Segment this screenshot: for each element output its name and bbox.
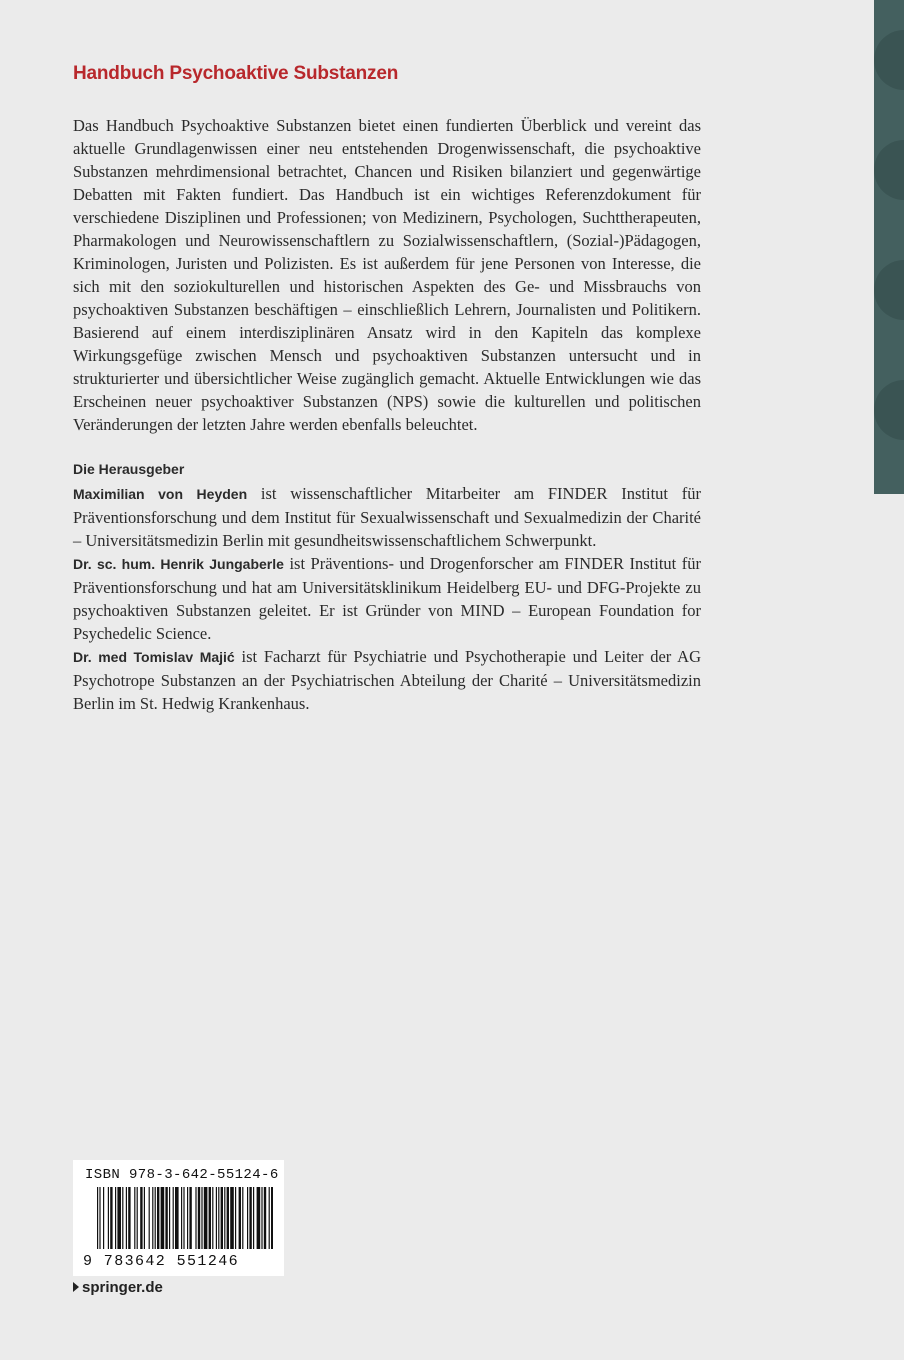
barcode-bar <box>264 1187 266 1249</box>
isbn-barcode <box>73 1160 284 1276</box>
barcode-bar <box>126 1187 127 1249</box>
spine-edge <box>874 0 904 494</box>
barcode-bar <box>253 1187 254 1249</box>
editor-name: Maximilian von Heyden <box>73 486 248 502</box>
spine-decoration <box>874 30 904 90</box>
barcode-bar <box>140 1187 142 1249</box>
barcode-bar <box>175 1187 179 1249</box>
barcode-digits: 9 783642 551246 <box>83 1253 240 1269</box>
barcode-bar <box>242 1187 243 1249</box>
barcode-bar <box>247 1187 248 1249</box>
barcode-bar <box>212 1187 213 1249</box>
spine-decoration <box>874 380 904 440</box>
barcode-bar <box>239 1187 241 1249</box>
barcode-bar <box>122 1187 123 1249</box>
editor-bio-text: ist Facharzt für Psychiatrie und Psychotherapie und Leiter der AG Psychotrope Substanzen an der Psychiatrischen Abteilung der Charité – Universitätsmedizin Berlin im St. Hedwig Krankenhaus. <box>73 647 701 713</box>
editor-bio-text: ist wissenschaftlicher Mitarbeiter am FINDER Institut für Präventionsforschung und dem Institut für Sexualwissenschaft und Sexualmedizin der Charité – Universitätsmedizin Berlin mit gesundheitswissenschaftlichem Schwerpunkt. <box>73 484 702 550</box>
barcode-bar <box>218 1187 219 1249</box>
barcode-bar <box>195 1187 196 1249</box>
isbn-label: ISBN 978-3-642-55124-6 <box>85 1167 279 1183</box>
barcode-bar <box>187 1187 188 1249</box>
publisher-link-text: springer.de <box>82 1279 163 1296</box>
barcode-bar <box>155 1187 156 1249</box>
editor-bio <box>73 482 701 552</box>
editors-heading: Die Herausgeber <box>73 461 185 477</box>
barcode-bar <box>103 1187 104 1249</box>
barcode-bar <box>108 1187 109 1249</box>
arrow-right-icon <box>73 1282 79 1292</box>
editor-bio-text: ist Präventions- und Drogenforscher am FINDER Institut für Präventionsforschung und hat am Universitätsklinikum Heidelberg EU- und DFG-Projekte zu psychoaktiven Substanzen geleitet. Er ist Gründer von MIND – European Foundation for Psychedelic Science. <box>73 554 702 643</box>
barcode-bar <box>144 1187 145 1249</box>
barcode-bar <box>230 1187 234 1249</box>
barcode-bar <box>134 1187 135 1249</box>
editor-name: Dr. med Tomislav Majić <box>73 649 235 665</box>
barcode-bar <box>128 1187 130 1249</box>
book-description: Das Handbuch Psychoaktive Substanzen bietet einen fundierten Überblick und vereint das aktuelle Grundlagenwissen einer neu entstehenden Drogenwissenschaft, die psychoaktive Substanzen mehrdimensional betrachtet, Chancen und Risiken bilanziert und gegenwärtige Debatten mit Fakten fundiert. Das Handbuch ist ein wichtiges Referenzdokument für verschiedene Disziplinen und Professionen; von Medizinern, Psychologen, Suchttherapeuten, Pharmakologen und Neurowissenschaftlern zu Sozialwissenschaftlern, (Sozial-)Pädagogen, Kriminologen, Juristen und Polizisten. Es ist außerdem für jene Personen von Interesse, die sich mit den soziokulturellen und historischen Aspekten des Ge- und Missbrauchs von psychoaktiven Substanzen beschäftigen – einschließlich Lehrern, Journalisten und Politikern. Basierend auf einem interdisziplinären Ansatz wird in den Kapiteln das komplexe Wirkungsgefüge zwischen Mensch und psychoaktiven Substanzen untersucht und in strukturierter und übersichtlicher Weise zugänglich gemacht. Aktuelle Entwicklungen wie das Erscheinen neuer psychoaktiver Substanzen (NPS) sowie die kulturellen und politischen Veränderungen der letzten Jahre werden ebenfalls beleuchtet. <box>73 116 701 434</box>
barcode-bar <box>161 1187 165 1249</box>
barcode-bar <box>235 1187 236 1249</box>
barcode-bar <box>224 1187 225 1249</box>
barcode-bar <box>201 1187 202 1249</box>
barcode-bar <box>173 1187 174 1249</box>
barcode-bar <box>169 1187 170 1249</box>
barcode-graphic <box>83 1187 273 1269</box>
barcode-bar <box>209 1187 211 1249</box>
editor-bio <box>73 552 701 645</box>
publisher-link[interactable] <box>73 1279 163 1296</box>
barcode-bar <box>257 1187 261 1249</box>
barcode-bar <box>110 1187 112 1249</box>
spine-decoration <box>874 260 904 320</box>
barcode-bar <box>149 1187 150 1249</box>
barcode-bar <box>189 1187 191 1249</box>
barcode-bar <box>115 1187 116 1249</box>
barcode-bar <box>221 1187 223 1249</box>
barcode-bar <box>227 1187 229 1249</box>
spine-decoration <box>874 140 904 200</box>
barcode-bar <box>117 1187 121 1249</box>
barcode-bar <box>152 1187 153 1249</box>
barcode-bar <box>137 1187 138 1249</box>
barcode-bar <box>261 1187 262 1249</box>
back-cover-text <box>73 62 701 715</box>
barcode-bar <box>165 1187 167 1249</box>
barcode-bar <box>249 1187 251 1249</box>
editor-bio <box>73 645 701 715</box>
barcode-bar <box>157 1187 159 1249</box>
barcode-bar <box>204 1187 208 1249</box>
editor-name: Dr. sc. hum. Henrik Jungaberle <box>73 556 284 572</box>
book-title: Handbuch Psychoaktive Substanzen <box>73 63 399 84</box>
barcode-bar <box>198 1187 200 1249</box>
barcode-bar <box>216 1187 217 1249</box>
